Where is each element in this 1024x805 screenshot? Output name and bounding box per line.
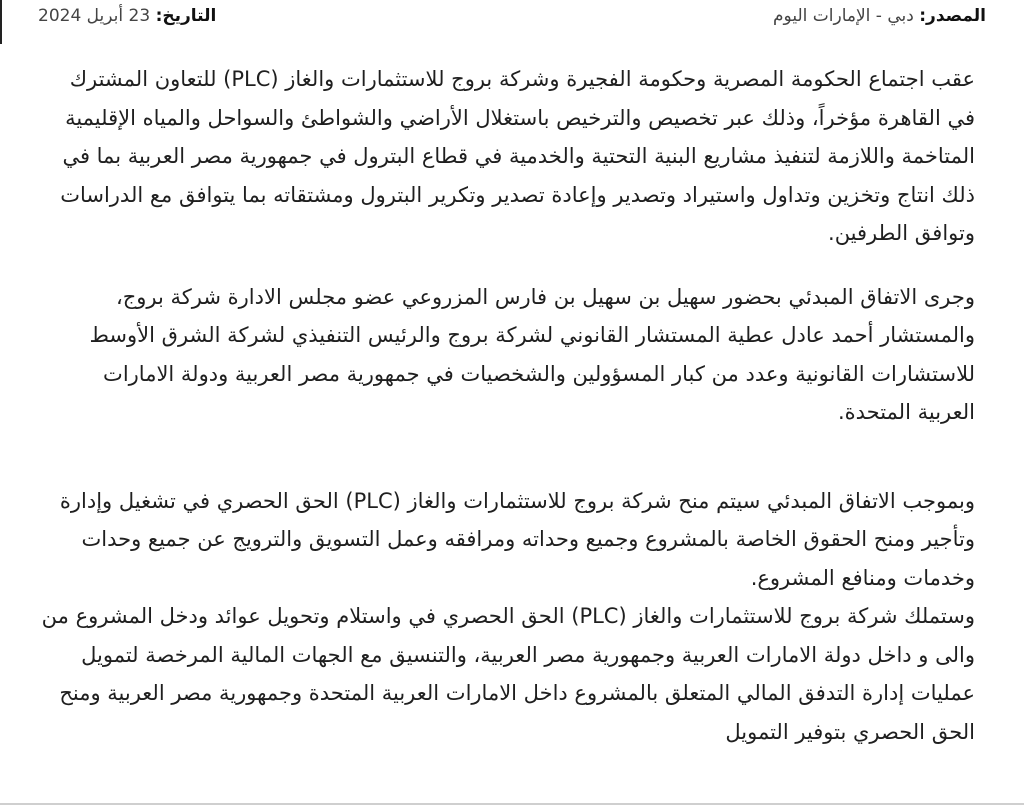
article-paragraph-1: عقب اجتماع الحكومة المصرية وحكومة الفجيرة وشركة بروج للاستثمارات والغاز (PLC) للتعاون المشترك في القاهرة مؤخراً، وذلك عبر تخصيص والترخيص باستغلال الأراضي والشواطئ والسواحل والمياه الإقليمية المتاخمة واللازمة لتنفيذ مشاريع البنية التحتية والخدمية في قطاع البترول في جمهورية مصر العربية بما في ذلك انتاج وتخزين وتداول واستيراد وتصدير وإعادة تصدير وتكرير البترول ومشتقاته بما يتوافق مع الدراسات وتوافق الطرفين. (60, 67, 975, 245)
date-label: التاريخ: (155, 6, 217, 26)
source-label: المصدر: (919, 6, 986, 26)
paragraph-spacer (40, 432, 975, 482)
source-value: دبي - الإمارات اليوم (773, 6, 914, 26)
date-line (38, 6, 216, 26)
article-paragraph-3: وبموجب الاتفاق المبدئي سيتم منح شركة بروج للاستثمارات والغاز (PLC) الحق الحصري في تشغيل وإدارة وتأجير ومنح الحقوق الخاصة بالمشروع وجميع وحداته ومرافقه وعمل التسويق والترويج عن جميع وحدات وخدمات ومنافع المشروع. (59, 488, 975, 590)
article-body (40, 60, 975, 751)
article-meta-bar (0, 6, 1024, 32)
source-line (773, 6, 986, 26)
paragraph-spacer (40, 253, 975, 278)
article-paragraph-4: وستملك شركة بروج للاستثمارات والغاز (PLC) الحق الحصري في واستلام وتحويل عوائد ودخل المشروع من والى و داخل دولة الامارات العربية وجمهورية مصر العربية، والتنسيق مع الجهات المالية المرخصة لتمويل عمليات إدارة التدفق المالي المتعلق بالمشروع داخل الامارات العربية المتحدة وجمهورية مصر العربية ومنح الحق الحصري بتوفير التمويل (41, 604, 975, 744)
article-paragraph-2: وجرى الاتفاق المبدئي بحضور سهيل بن سهيل بن فارس المزروعي عضو مجلس الادارة شركة بروج، والمستشار أحمد عادل عطية المستشار القانوني لشركة بروج والرئيس التنفيذي لشركة الشرق الأوسط للاستشارات القانونية وعدد من كبار المسؤولين والشخصيات في جمهورية مصر العربية ودولة الامارات العربية المتحدة. (89, 284, 975, 424)
date-value: 23 أبريل 2024 (38, 6, 151, 26)
